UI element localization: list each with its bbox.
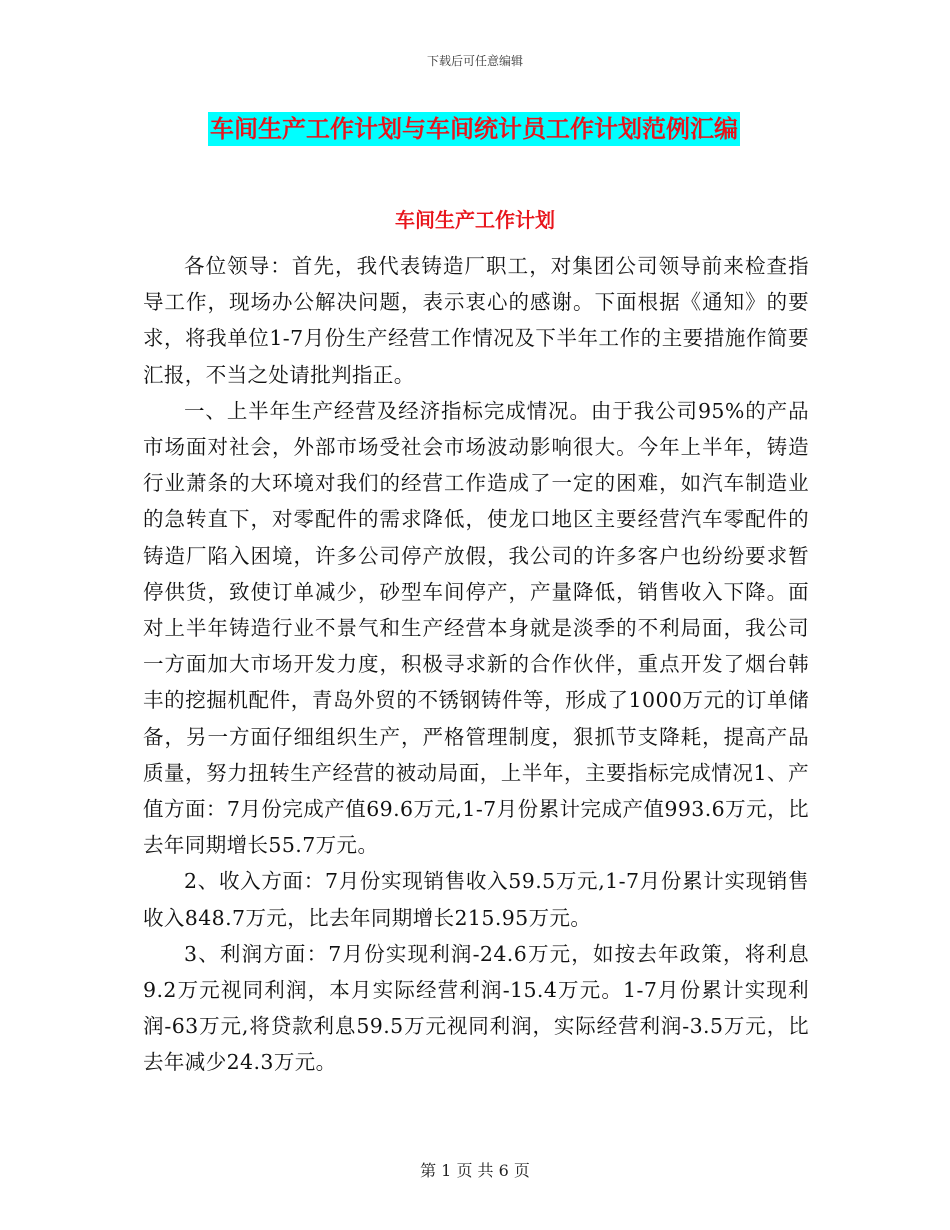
page-footer: 第 1 页 共 6 页 [420, 1161, 530, 1180]
paragraph: 一、上半年生产经营及经济指标完成情况。由于我公司95%的产品市场面对社会，外部市场受社会市场波动影响很大。今年上半年，铸造行业萧条的大环境对我们的经营工作造成了一定的困难，如汽车制造业的急转直下，对零配件的需求降低，使龙口地区主要经营汽车零配件的铸造厂陷入困境，许多公司停产放假，我公司的许多客户也纷纷要求暂停供货，致使订单减少，砂型车间停产，产量降低，销售收入下降。面对上半年铸造行业不景气和生产经营本身就是淡季的不利局面，我公司一方面加大市场开发力度，积极寻求新的合作伙伴，重点开发了烟台韩丰的挖掘机配件，青岛外贸的不锈钢铸件等，形成了1000万元的订单储备，另一方面仔细组织生产，严格管理制度，狠抓节支降耗，提高产品质量，努力扭转生产经营的被动局面，上半年，主要指标完成情况1、产值方面：7月份完成产值69.6万元,1-7月份累计完成产值993.6万元，比去年同期增长55.7万元。 [143, 398, 809, 858]
document-title-container [208, 112, 790, 146]
header-note: 下载后可任意编辑 [426, 54, 523, 68]
paragraph: 各位领导：首先，我代表铸造厂职工，对集团公司领导前来检查指导工作，现场办公解决问题，表示衷心的感谢。下面根据《通知》的要求，将我单位1-7月份生产经营工作情况及下半年工作的主要措施作简要汇报，不当之处请批判指正。 [143, 254, 809, 387]
document-body [143, 248, 809, 1081]
paragraph: 2、收入方面：7月份实现销售收入59.5万元,1-7月份累计实现销售收入848.7万元，比去年同期增长215.95万元。 [143, 869, 809, 930]
section-title: 车间生产工作计划 [395, 208, 555, 232]
document-title: 车间生产工作计划与车间统计员工作计划范例汇编 [208, 112, 740, 146]
paragraph: 3、利润方面：7月份实现利润-24.6万元，如按去年政策，将利息9.2万元视同利润，本月实际经营利润-15.4万元。1-7月份累计实现利润-63万元,将贷款利息59.5万元视同利润，实际经营利润-3.5万元，比去年减少24.3万元。 [143, 941, 809, 1075]
